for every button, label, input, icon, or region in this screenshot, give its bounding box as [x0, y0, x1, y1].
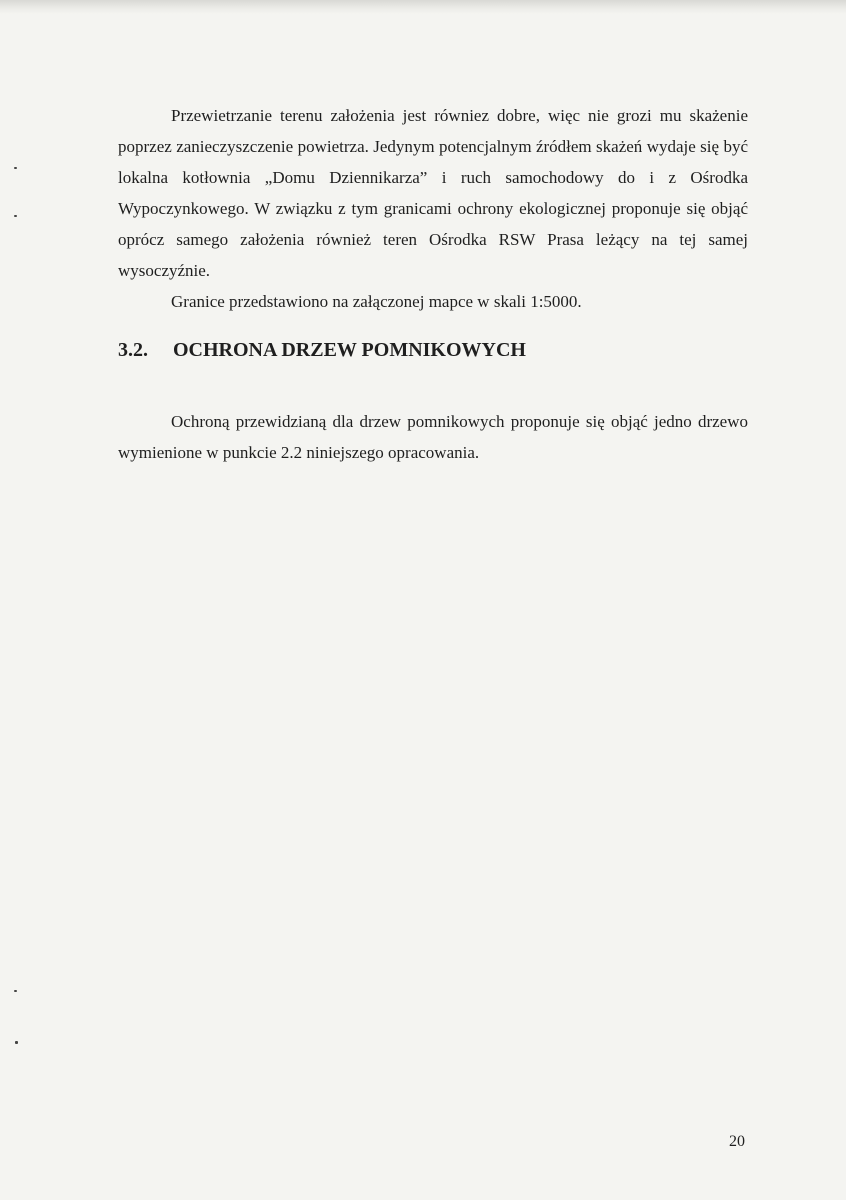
body-text [118, 100, 748, 317]
section-paragraph: Ochroną przewidzianą dla drzew pomnikowych proponuje się objąć jedno drzewo wymienione w punkcie 2.2 niniejszego opracowania. [118, 412, 748, 462]
scan-edge-shadow [0, 0, 846, 14]
scan-mark [14, 990, 17, 992]
scan-mark [14, 167, 17, 169]
scan-mark [15, 1041, 18, 1044]
section-number: 3.2. [118, 339, 148, 361]
page-number: 20 [729, 1133, 745, 1150]
section-heading [118, 339, 526, 362]
section-title: OCHRONA DRZEW POMNIKOWYCH [173, 339, 526, 361]
paragraph: Granice przedstawiono na załączonej mapce w skali 1:5000. [171, 292, 582, 311]
paragraph: Przewietrzanie terenu założenia jest równiez dobre, więc nie grozi mu skażenie poprzez zanieczyszczenie powietrza. Jedynym potencjalnym źródłem skażeń wydaje się być lokalna kotłownia „Domu Dziennikarza” i ruch samochodowy do i z Ośrodka Wypoczynkowego. W związku z tym granicami ochrony ekologicznej proponuje się objąć oprócz samego założenia również teren Ośrodka RSW Prasa leżący na tej samej wysoczyźnie. [118, 106, 748, 280]
scan-mark [14, 215, 17, 217]
